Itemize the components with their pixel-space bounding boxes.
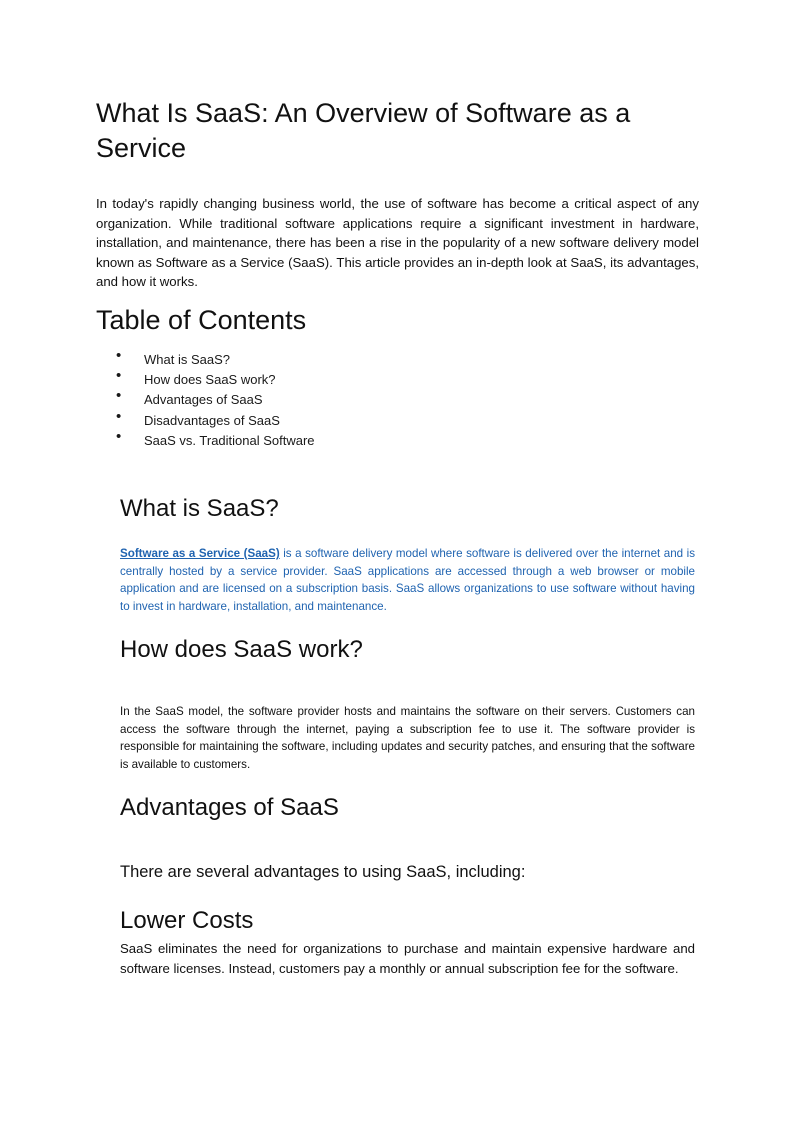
how-saas-works-paragraph: In the SaaS model, the software provider hosts and maintains the software on their servers. Customers can access the software through the internet, paying a subscription fee to use it. The software provider is responsible for maintaining the software, including updates and security patches, and ensuring that the software is available to customers. bbox=[120, 705, 695, 771]
toc-item[interactable]: • What is SaaS? bbox=[116, 347, 230, 367]
document-title: What Is SaaS: An Overview of Software as a Service bbox=[96, 98, 631, 163]
bullet-icon: • bbox=[116, 367, 122, 385]
section-heading-how-saas-works: How does SaaS work? bbox=[120, 636, 363, 663]
intro-paragraph: In today's rapidly changing business world, the use of software has become a critical aspect of any organization. While traditional software applications require a significant investment in hardware, installation, and maintenance, there has been a rise in the popularity of a new software delivery model known as Software as a Service (SaaS). This article provides an in-depth look at SaaS, its advantages, and how it works. bbox=[96, 196, 699, 289]
what-is-saas-paragraph bbox=[120, 545, 695, 615]
toc-item[interactable]: • Advantages of SaaS bbox=[116, 387, 263, 408]
toc-heading: Table of Contents bbox=[96, 305, 307, 335]
toc-item[interactable]: • How does SaaS work? bbox=[116, 367, 276, 388]
section-heading-lower-costs: Lower Costs bbox=[120, 907, 254, 934]
section-heading-advantages: Advantages of SaaS bbox=[120, 794, 339, 821]
what-is-saas-body: is a software delivery model where software is delivered over the internet and is centrally hosted by a service provider. SaaS applications are accessed through a web browser or mobile application and are licensed on a subscription basis. SaaS allows organizations to use software without having to invest in hardware, installation, and maintenance. bbox=[120, 547, 695, 613]
saas-link[interactable]: Software as a Service (SaaS) bbox=[120, 547, 280, 560]
toc-item[interactable]: • Disadvantages of SaaS bbox=[116, 407, 280, 428]
bullet-icon: • bbox=[116, 427, 122, 445]
toc-item[interactable]: • SaaS vs. Traditional Software bbox=[116, 427, 315, 448]
lower-costs-paragraph: SaaS eliminates the need for organizations to purchase and maintain expensive hardware and software licenses. Instead, customers pay a monthly or annual subscription fee for the software. bbox=[120, 941, 695, 976]
bullet-icon: • bbox=[116, 347, 122, 364]
advantages-lead: There are several advantages to using SaaS, including: bbox=[120, 863, 526, 881]
bullet-icon: • bbox=[116, 407, 122, 425]
toc-list bbox=[116, 347, 315, 451]
bullet-icon: • bbox=[116, 387, 122, 405]
section-heading-what-is-saas: What is SaaS? bbox=[120, 495, 279, 522]
